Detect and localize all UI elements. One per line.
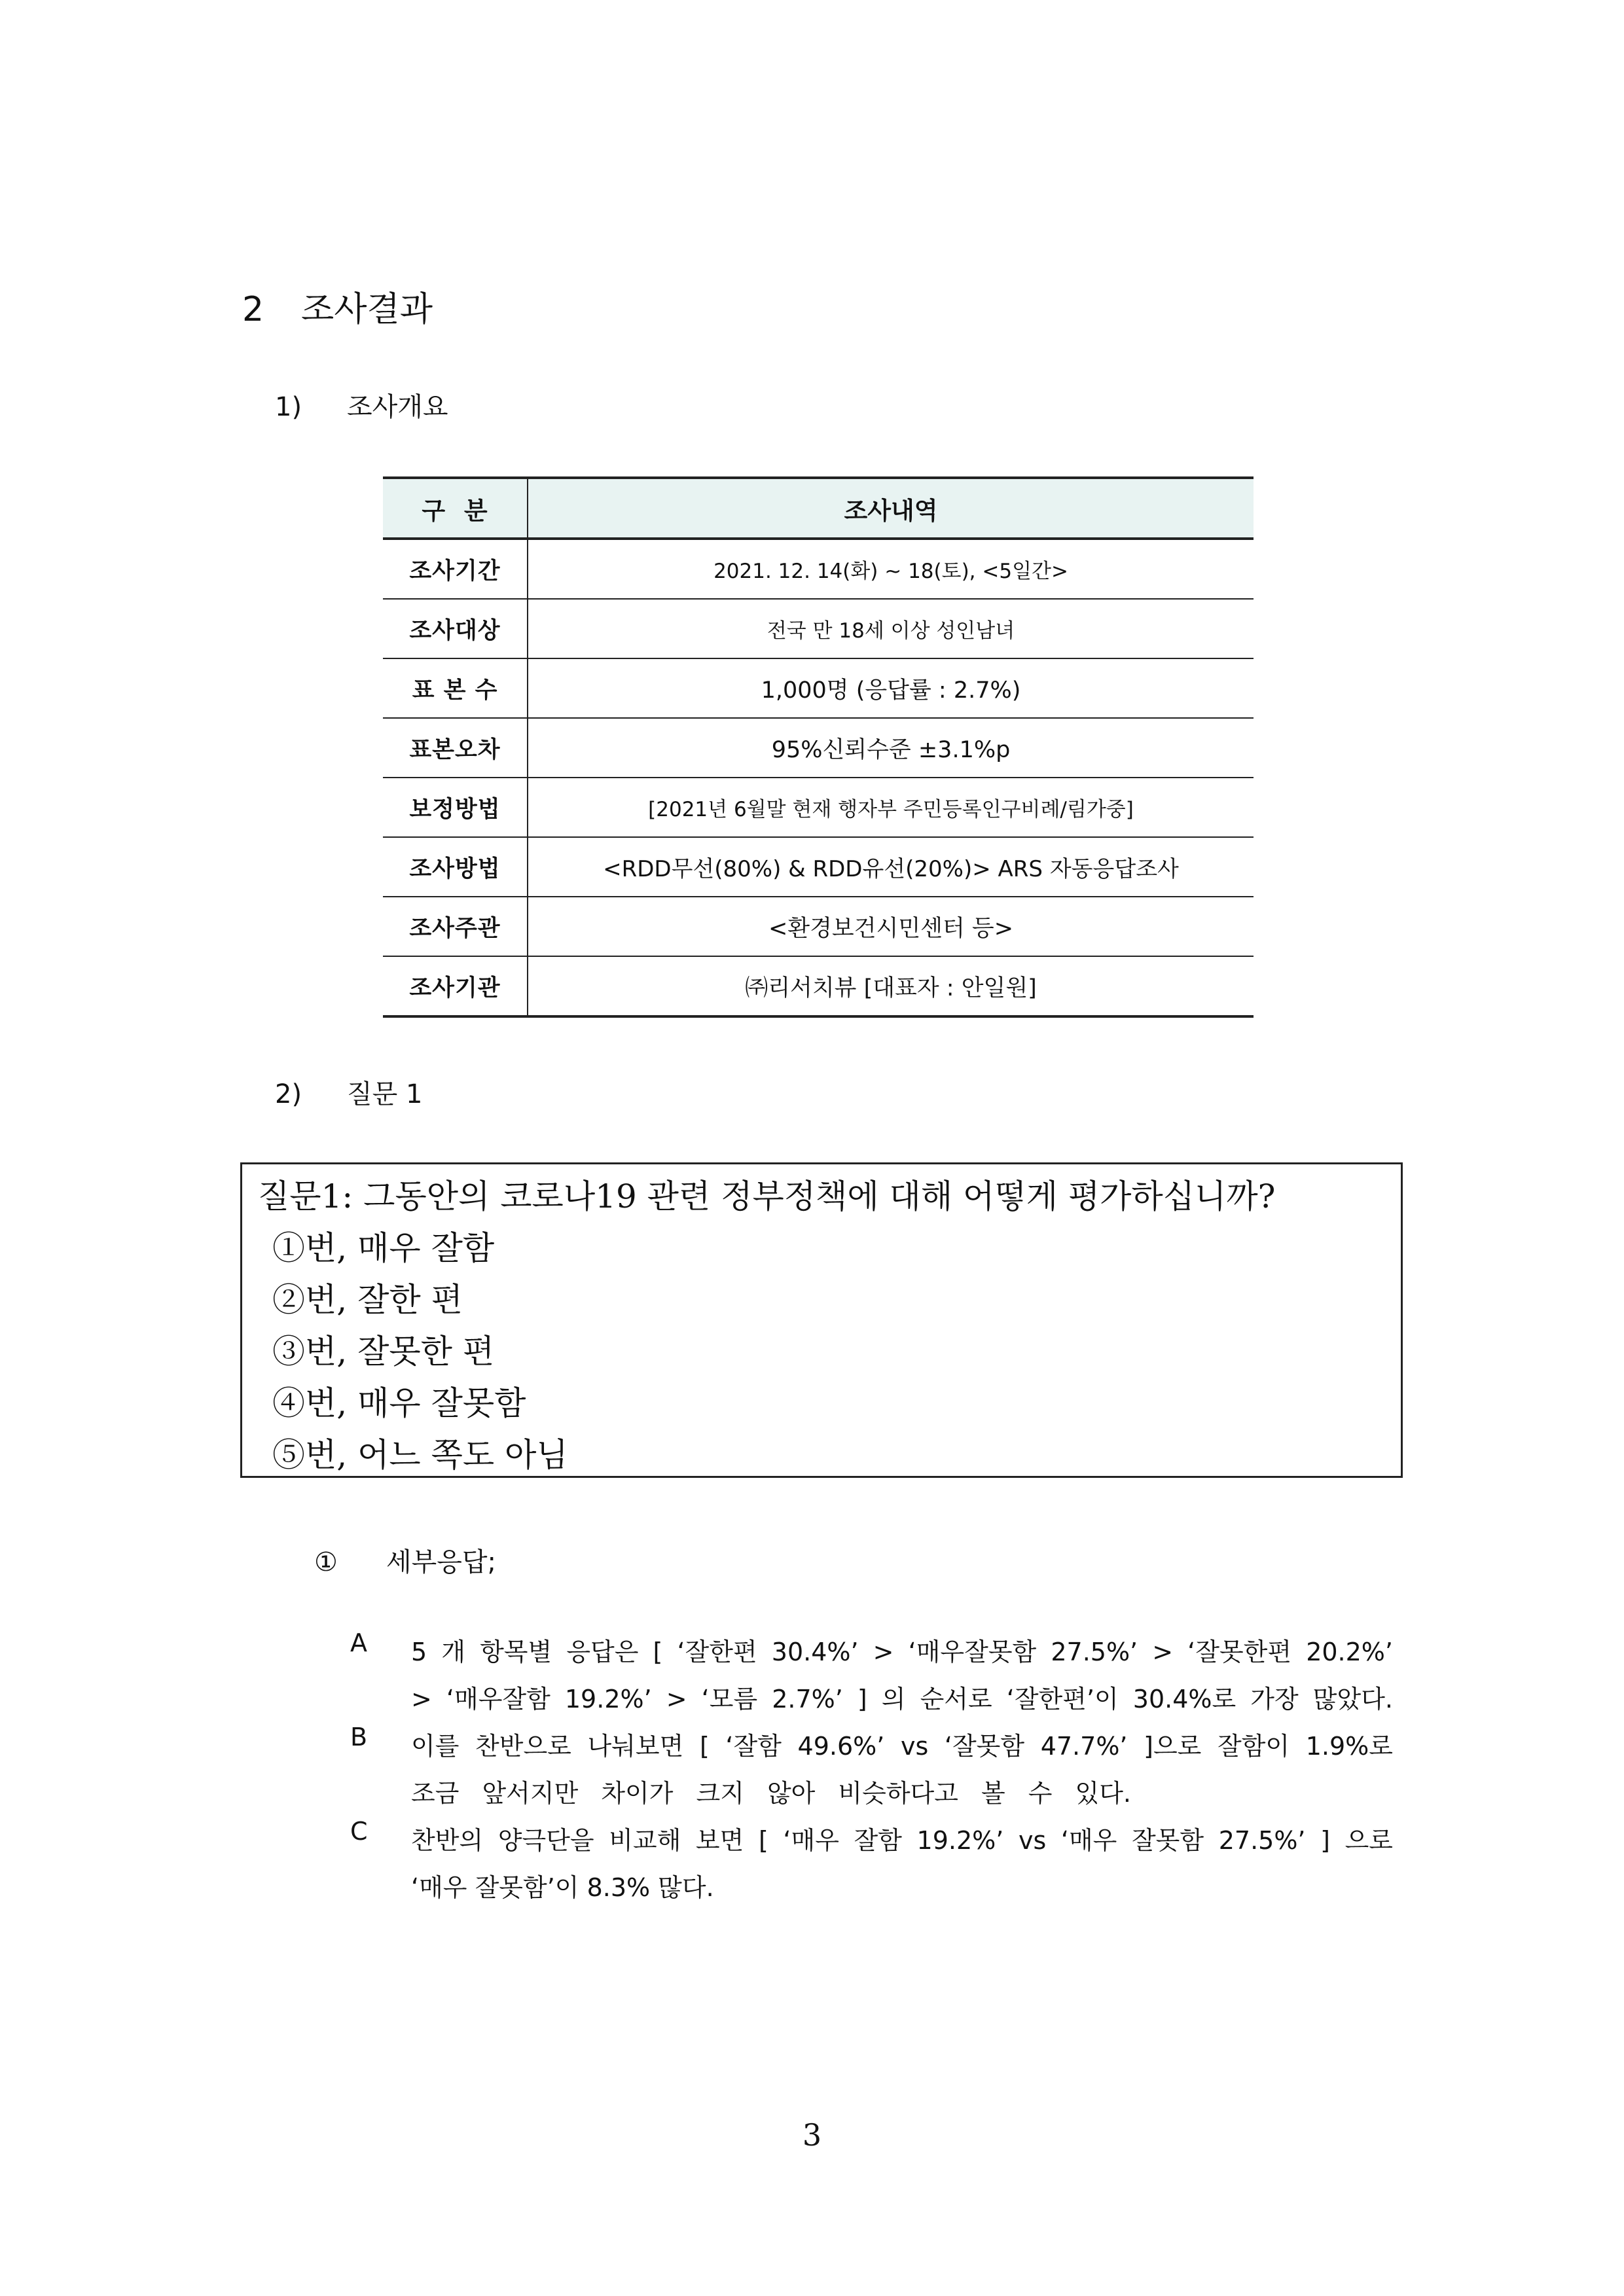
question-option: ①번, 매우 잘함 [272, 1229, 495, 1267]
item-line: 찬반의 양극단을 비교해 보면 [ ‘매우 잘함 19.2%’ vs ‘매우 잘못함 27.5%’ ] 으로 [411, 1826, 1393, 1855]
table-cell-label: 조사기간 [383, 539, 528, 599]
detail-title: 세부응답; [386, 1547, 497, 1577]
table-row [383, 599, 1254, 658]
subsection-question-heading [275, 1073, 422, 1111]
table-row [383, 956, 1254, 1016]
section-title [242, 281, 433, 331]
page-number: 3 [802, 2117, 822, 2153]
item-line: 조금 앞서지만 차이가 크지 않아 비슷하다고 볼 수 있다. [411, 1779, 1131, 1808]
question-text: 질문1: 그동안의 코로나19 관련 정부정책에 대해 어떻게 평가하십니까? [258, 1177, 1276, 1215]
table-row [383, 837, 1254, 897]
item-label: B [350, 1723, 368, 1751]
table-row [383, 658, 1254, 718]
item-text [411, 1817, 1393, 1911]
table-row [383, 718, 1254, 778]
table-cell-label: 조사대상 [383, 599, 528, 658]
item-label: A [350, 1628, 367, 1657]
table-cell-value: 95%신뢰수준 ±3.1%p [528, 718, 1254, 778]
table-cell-label: 조사방법 [383, 837, 528, 897]
table-cell-label: 보정방법 [383, 778, 528, 837]
item-label: C [350, 1817, 368, 1846]
item-line: 5 개 항목별 응답은 [ ‘잘한편 30.4%’ > ‘매우잘못함 27.5%’ > ‘잘못한편 20.2%’ [411, 1638, 1393, 1666]
table-cell-value: 2021. 12. 14(화) ~ 18(토), <5일간> [528, 539, 1254, 599]
question-option: ③번, 잘못한 편 [272, 1333, 495, 1371]
table-cell-value: ㈜리서치뷰 [대표자 : 안일원] [528, 956, 1254, 1016]
table-cell-label: 표 본 수 [383, 658, 528, 718]
table-header-details: 조사내역 [528, 478, 1254, 539]
section-number: 2 [242, 290, 264, 329]
subsection-title: 질문 1 [347, 1079, 423, 1109]
table-header-row [383, 478, 1254, 539]
question-option: ⑤번, 어느 쪽도 아님 [272, 1436, 568, 1474]
question-box [240, 1162, 1403, 1478]
item-line: ‘매우 잘못함’이 8.3% 많다. [411, 1873, 714, 1902]
question-option: ④번, 매우 잘못함 [272, 1384, 526, 1422]
table-cell-value: <RDD무선(80%) & RDD유선(20%)> ARS 자동응답조사 [528, 837, 1254, 897]
table-cell-value: [2021년 6월말 현재 행자부 주민등록인구비례/림가중] [528, 778, 1254, 837]
table-row [383, 897, 1254, 956]
table-cell-value: 1,000명 (응답률 : 2.7%) [528, 658, 1254, 718]
subsection-number: 2) [275, 1079, 302, 1109]
item-text [411, 1628, 1393, 1723]
detail-number: ① [314, 1547, 338, 1577]
table-row [383, 778, 1254, 837]
table-cell-label: 표본오차 [383, 718, 528, 778]
table-cell-value: <환경보건시민센터 등> [528, 897, 1254, 956]
subsection-title: 조사개요 [347, 392, 448, 422]
subsection-overview-heading [275, 386, 448, 423]
table-header-category: 구 분 [383, 478, 528, 539]
item-text [411, 1723, 1393, 1817]
table-cell-label: 조사주관 [383, 897, 528, 956]
table-cell-label: 조사기관 [383, 956, 528, 1016]
section-title-text: 조사결과 [301, 290, 433, 329]
survey-overview-table [383, 476, 1254, 1018]
item-line: 이를 찬반으로 나눠보면 [ ‘잘함 49.6%’ vs ‘잘못함 47.7%’ ]으로 잘함이 1.9%로 [411, 1732, 1393, 1761]
subsection-number: 1) [275, 392, 302, 422]
item-line: > ‘매우잘함 19.2%’ > ‘모름 2.7%’ ] 의 순서로 ‘잘한편’이 30.4%로 가장 많았다. [411, 1685, 1393, 1713]
question-option: ②번, 잘한 편 [272, 1281, 463, 1319]
detail-heading [314, 1541, 496, 1579]
table-row [383, 539, 1254, 599]
table-cell-value: 전국 만 18세 이상 성인남녀 [528, 599, 1254, 658]
